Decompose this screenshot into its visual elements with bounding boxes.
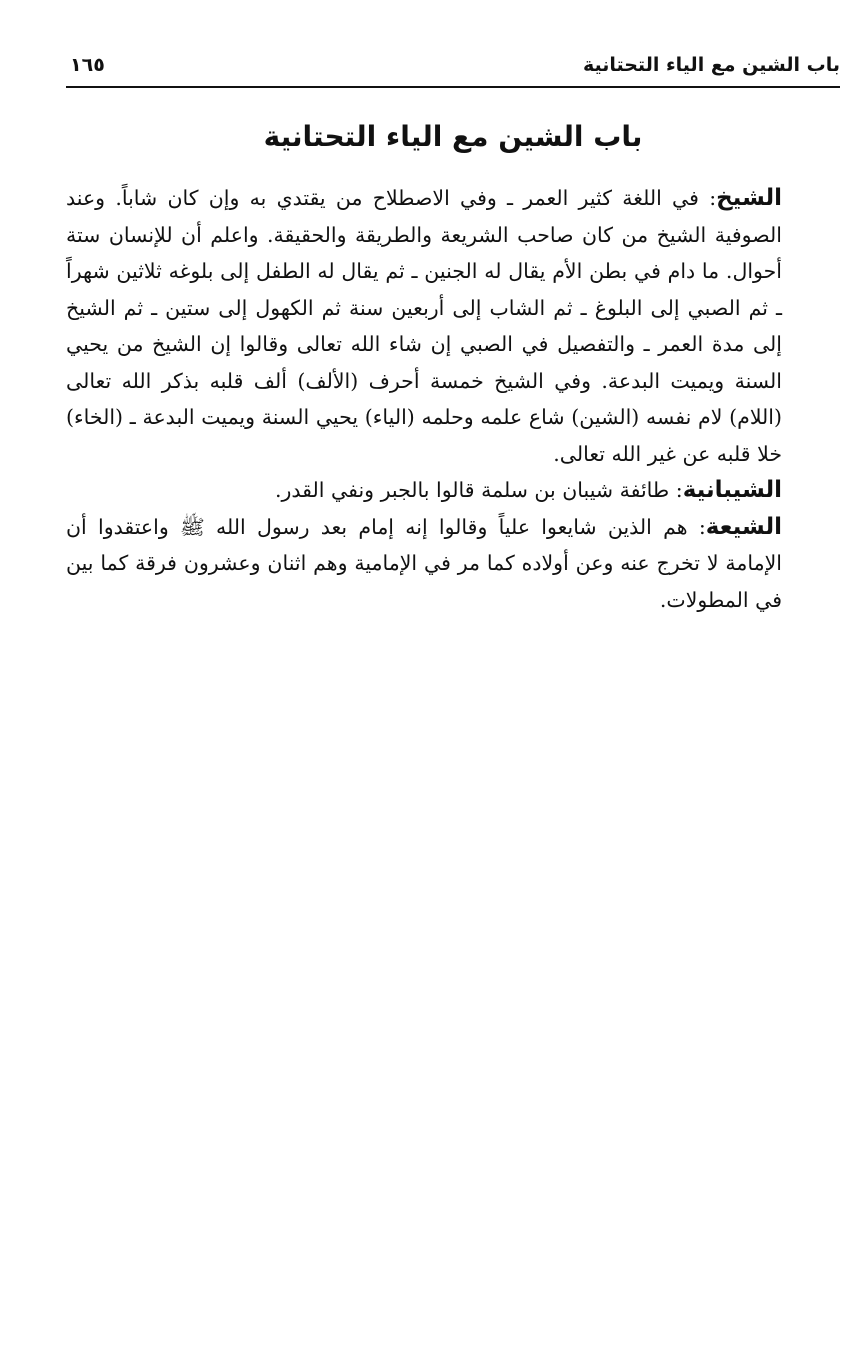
entry-term: الشيعة: [705, 513, 782, 540]
entry-colon: :: [687, 514, 706, 539]
entry-text: في اللغة كثير العمر ـ وفي الاصطلاح من يقتدي به وإن كان شاباً. وعند الصوفية الشيخ من كان صاحب الشريعة والطريقة والحقيقة. واعلم أن للإنسان ستة أحوال. ما دام في بطن الأم يقال له الجنين ـ ثم يقال له الطفل إلى بلوغه ثلاثين شهراً ـ ثم الصبي إلى البلوغ ـ ثم الشاب إلى أربعين سنة ثم الكهول إلى ستين ـ ثم الشيخ إلى مدة العمر ـ والتفصيل في الصبي إن شاء الله تعالى وقالوا إن الشيخ من يحيي السنة ويميت البدعة. وفي الشيخ خمسة أحرف (الألف) ألف قلبه بذكر الله تعالى (اللام) لام نفسه (الشين) شاع علمه وحلمه (الياء) يحيي السنة ويميت البدعة ـ (الخاء) خلا قلبه عن غير الله تعالى.: [66, 186, 782, 466]
running-header: [66, 48, 840, 88]
entry-shia: [66, 509, 840, 619]
running-title: باب الشين مع الياء التحتانية: [582, 54, 840, 76]
page-number: ١٦٥: [70, 54, 105, 76]
entry-text: هم الذين شايعوا علياً وقالوا إنه إمام بعد رسول الله ﷺ واعتقدوا أن الإمامة لا تخرج عنه وعن أولاده كما مر في الإمامية وهم اثنان وعشرون فرقة كما بين في المطولات.: [66, 514, 782, 612]
entry-colon: :: [669, 478, 683, 502]
entry-text: طائفة شيبان بن سلمة قالوا بالجبر ونفي القدر.: [274, 478, 670, 502]
entry-colon: :: [698, 186, 717, 210]
entry-term: الشيخ: [716, 185, 782, 211]
entry-shaybaniyya: [66, 472, 840, 509]
entry-shaykh: [66, 180, 840, 472]
entry-term: الشيبانية: [682, 477, 782, 503]
body-text: [66, 180, 840, 618]
chapter-title: باب الشين مع الياء التحتانية: [263, 120, 643, 153]
